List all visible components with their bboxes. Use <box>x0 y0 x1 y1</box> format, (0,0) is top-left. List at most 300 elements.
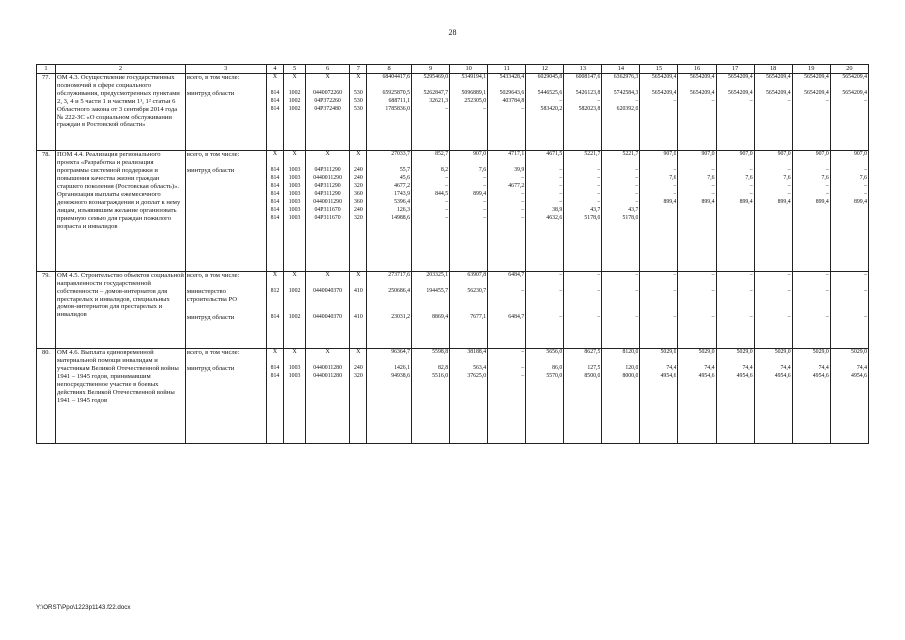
column-number-cell: 8 <box>367 65 412 74</box>
amount-cell <box>602 151 640 271</box>
amount-cell <box>678 74 716 151</box>
amount-value: 5029,0 <box>660 349 677 356</box>
row-number: 78. <box>37 151 56 271</box>
amount-value: 32621,3 <box>429 98 449 104</box>
amount-cell <box>367 271 412 348</box>
column-number-cell: 3 <box>185 65 266 74</box>
amount-value: 74,4 <box>704 365 715 372</box>
code-value: 1002 <box>288 90 301 96</box>
amount-value: 74,4 <box>818 365 829 372</box>
amount-value: 1426,1 <box>394 365 411 372</box>
table-row <box>37 349 869 444</box>
amount-cell <box>526 349 564 444</box>
amount-value <box>756 215 791 223</box>
amount-value: – <box>787 271 791 278</box>
column-number-cell: 13 <box>564 65 602 74</box>
amount-value: – <box>445 215 449 222</box>
amount-value: 273717,6 <box>388 271 411 278</box>
amount-value <box>794 106 829 114</box>
amount-value: – <box>711 313 715 320</box>
amount-value: 5221,7 <box>622 151 639 158</box>
page-number: 28 <box>448 28 457 37</box>
amount-value: 74,4 <box>856 365 867 372</box>
amount-value: 96364,7 <box>391 349 411 356</box>
amount-value: 5433428,4 <box>499 74 525 80</box>
code-value: X <box>272 74 278 80</box>
amount-value: 899,4 <box>663 199 677 206</box>
amount-value: – <box>483 183 487 190</box>
amount-cell <box>450 151 488 271</box>
column-number-row <box>37 65 869 74</box>
code-value: X <box>272 151 278 158</box>
amount-value: 6484,7 <box>508 313 525 320</box>
executor-name: министерство строительства РО <box>186 287 237 303</box>
amount-value: 4954,6 <box>736 373 753 380</box>
code-value: 814 <box>270 98 280 104</box>
amount-value: – <box>825 191 829 198</box>
column-number-cell: 12 <box>526 65 564 74</box>
amount-value: – <box>749 313 753 320</box>
amount-cell <box>754 271 792 348</box>
amount-value: 68404417,6 <box>382 74 411 80</box>
code-value: 0440011280 <box>313 373 342 380</box>
amount-value: – <box>711 98 715 104</box>
amount-cell <box>564 151 602 271</box>
code-value: 04P311670 <box>314 215 341 222</box>
code-value: X <box>325 271 330 278</box>
amount-value: 5349194,1 <box>461 74 487 80</box>
executor-total-label: всего, в том числе: <box>186 349 240 357</box>
code-value: X <box>292 151 297 158</box>
amount-cell <box>792 271 830 348</box>
amount-value: – <box>864 191 867 198</box>
amount-value: – <box>483 215 487 222</box>
code-value: 814 <box>270 207 280 214</box>
code-value: 1003 <box>288 207 301 214</box>
code-value: 1003 <box>288 365 301 372</box>
footer-file-path: Y:\ORST\Ppo\1223p1143.f22.docx <box>36 604 131 611</box>
amount-value: 907,0 <box>473 151 487 158</box>
amount-value: – <box>521 175 525 182</box>
amount-value: 38188,4 <box>467 349 487 356</box>
code-value: 814 <box>270 313 280 320</box>
amount-cell <box>564 271 602 348</box>
executor-name: минтруд области <box>186 90 235 97</box>
amount-cell <box>564 349 602 444</box>
amount-value: – <box>521 199 525 206</box>
amount-value: – <box>749 287 753 294</box>
amount-value: – <box>749 191 753 198</box>
amount-cell <box>488 349 526 444</box>
code-value: X <box>292 349 297 356</box>
amount-value: – <box>711 271 715 278</box>
amount-cell <box>716 74 754 151</box>
code-value: 814 <box>270 199 280 206</box>
amount-value: – <box>673 98 677 104</box>
measure-name: ОМ 4.5. Строительство объектов социальной направленности государственной собственности – домов-интернатов для престарелых и инвалидов, специальных домов-интернатов для престарелых и инвалидов <box>56 271 186 348</box>
budget-code-cell <box>284 151 305 271</box>
code-value: 04P311290 <box>314 191 341 198</box>
amount-value: 6008147,6 <box>575 74 601 80</box>
amount-value <box>641 106 676 114</box>
amount-value: 74,4 <box>780 365 791 372</box>
amount-cell <box>450 349 488 444</box>
amount-cell <box>792 151 830 271</box>
executor-cell <box>185 151 266 271</box>
amount-value: 5221,7 <box>584 151 601 158</box>
amount-value: 5396,4 <box>394 199 411 206</box>
amount-value <box>679 215 714 223</box>
code-value: 0440040370 <box>313 313 343 320</box>
row-number: 77. <box>37 74 56 151</box>
budget-code-cell <box>284 349 305 444</box>
amount-value: 907,0 <box>701 151 715 158</box>
column-number-cell: 19 <box>792 65 830 74</box>
amount-value: – <box>597 183 601 190</box>
table-row <box>37 151 869 271</box>
code-value: 1002 <box>288 98 301 104</box>
code-value: 814 <box>270 191 280 198</box>
code-value: 812 <box>270 287 280 294</box>
amount-value: – <box>673 183 677 190</box>
code-value: X <box>325 74 330 80</box>
code-value: 0440040370 <box>313 287 343 294</box>
amount-cell <box>754 151 792 271</box>
column-number-cell: 9 <box>412 65 450 74</box>
amount-value: – <box>673 287 677 294</box>
amount-value <box>641 207 676 215</box>
amount-value: 43,7 <box>590 207 601 214</box>
amount-cell <box>367 151 412 271</box>
amount-value: 5654209,4 <box>766 74 791 80</box>
amount-value <box>832 106 867 114</box>
code-value: 1003 <box>288 199 301 206</box>
amount-value <box>641 215 676 223</box>
amount-value: 4954,6 <box>660 373 677 380</box>
amount-value: – <box>749 98 753 104</box>
amount-value: 907,0 <box>815 151 829 158</box>
amount-value: 4632,6 <box>546 215 563 222</box>
code-value: 410 <box>354 287 363 294</box>
amount-value: – <box>825 287 829 294</box>
amount-cell <box>678 349 716 444</box>
amount-value: – <box>445 207 449 214</box>
amount-value: – <box>521 365 525 372</box>
amount-cell <box>792 349 830 444</box>
code-value: 1003 <box>288 175 301 182</box>
amount-value: 43,7 <box>628 207 639 214</box>
amount-value: – <box>597 199 601 206</box>
amount-value: – <box>635 191 639 198</box>
code-value: 814 <box>270 183 280 190</box>
code-value: 240 <box>354 365 363 372</box>
amount-value: 899,4 <box>739 199 753 206</box>
amount-cell <box>367 74 412 151</box>
amount-value: 127,5 <box>587 365 601 372</box>
code-value: 04P311670 <box>314 207 341 214</box>
amount-value: – <box>864 98 867 104</box>
amount-cell <box>526 74 564 151</box>
table-row <box>37 271 869 348</box>
amount-value: 899,4 <box>853 199 867 206</box>
amount-value: 7,6 <box>478 167 487 174</box>
budget-code-cell <box>284 74 305 151</box>
code-value: 04P311290 <box>314 167 341 174</box>
amount-value: 5654209,4 <box>766 90 791 96</box>
executor-total-label: всего, в том числе: <box>186 151 240 159</box>
amount-value: – <box>597 271 601 278</box>
amount-value: – <box>711 167 715 174</box>
amount-value <box>679 106 714 114</box>
table-row <box>37 74 869 151</box>
amount-cell <box>488 151 526 271</box>
amount-cell <box>412 271 450 348</box>
amount-cell <box>640 151 678 271</box>
code-value: 410 <box>354 313 363 320</box>
amount-cell <box>678 151 716 271</box>
code-value: X <box>356 151 361 158</box>
code-value: 04P372260 <box>314 98 341 104</box>
amount-value: 5029,0 <box>812 349 829 356</box>
amount-value: – <box>825 183 829 190</box>
amount-value: 5742584,3 <box>613 90 639 96</box>
amount-value: – <box>825 167 829 174</box>
amount-value: 7677,1 <box>470 313 487 320</box>
amount-value: – <box>673 313 677 320</box>
amount-value: – <box>711 287 715 294</box>
code-value: 1003 <box>288 183 301 190</box>
amount-value: 688711,1 <box>388 98 411 104</box>
amount-value <box>832 215 867 223</box>
amount-value: – <box>787 191 791 198</box>
amount-value: – <box>787 183 791 190</box>
amount-value: 4954,6 <box>812 373 829 380</box>
amount-value: – <box>635 183 639 190</box>
amount-value: 7,6 <box>821 175 829 182</box>
amount-value: 5029,0 <box>774 349 791 356</box>
amount-value: 5426123,8 <box>575 90 601 96</box>
amount-cell <box>412 151 450 271</box>
code-value: X <box>325 349 330 356</box>
amount-cell <box>830 151 868 271</box>
amount-cell <box>450 74 488 151</box>
amount-value: 8120,0 <box>622 349 639 356</box>
column-number-cell: 16 <box>678 65 716 74</box>
executor-cell <box>185 349 266 444</box>
column-number-cell: 1 <box>37 65 56 74</box>
amount-value <box>756 207 791 215</box>
amount-value: 5516,0 <box>432 373 449 380</box>
code-value: X <box>292 271 297 278</box>
executor-name: минтруд области <box>186 167 235 175</box>
amount-value: 7,6 <box>707 175 715 182</box>
amount-value: 126,3 <box>397 207 411 214</box>
column-number-cell: 20 <box>830 65 868 74</box>
column-number-cell: 14 <box>602 65 640 74</box>
amount-value: 5654209,4 <box>689 90 715 96</box>
budget-table <box>36 64 869 444</box>
code-value: X <box>356 271 361 278</box>
amount-cell <box>792 74 830 151</box>
amount-value: 5029,0 <box>736 349 753 356</box>
amount-value: 907,0 <box>663 151 677 158</box>
amount-value: 74,4 <box>742 365 753 372</box>
code-value: X <box>272 349 278 356</box>
amount-value: – <box>597 191 601 198</box>
code-value: 1003 <box>288 373 301 380</box>
amount-value: 5654209,4 <box>727 74 753 80</box>
column-number-cell: 5 <box>284 65 305 74</box>
amount-value: – <box>597 167 601 174</box>
amount-cell <box>602 271 640 348</box>
amount-cell <box>640 349 678 444</box>
budget-code-cell <box>350 349 367 444</box>
amount-value <box>794 207 829 215</box>
amount-value: 23031,2 <box>391 313 411 320</box>
column-number-cell: 18 <box>754 65 792 74</box>
code-value: 0440011290 <box>313 175 342 182</box>
amount-value: 4671,5 <box>546 151 563 158</box>
code-value: X <box>272 271 278 278</box>
amount-value: – <box>864 313 867 320</box>
amount-value: – <box>711 183 715 190</box>
code-value: 1003 <box>288 215 301 222</box>
amount-value: 82,8 <box>437 365 449 372</box>
amount-value: 6029045,8 <box>537 74 563 80</box>
column-number-cell: 11 <box>488 65 526 74</box>
amount-value: 4717,1 <box>508 151 525 158</box>
amount-value: – <box>749 167 753 174</box>
amount-value: – <box>825 313 829 320</box>
amount-value: 5178,0 <box>584 215 601 222</box>
amount-value: 4954,6 <box>698 373 715 380</box>
amount-value: – <box>521 191 525 198</box>
amount-value: 56230,7 <box>467 287 487 294</box>
amount-value: 65925870,5 <box>382 90 411 96</box>
column-number-cell: 7 <box>350 65 367 74</box>
budget-code-cell <box>266 74 284 151</box>
code-value: 1002 <box>288 313 301 320</box>
amount-value: – <box>673 167 677 174</box>
amount-value: – <box>521 373 525 380</box>
amount-value: 852,7 <box>435 151 449 158</box>
amount-value: 39,9 <box>514 167 525 174</box>
budget-code-cell <box>266 151 284 271</box>
amount-value: 583420,2 <box>540 106 563 112</box>
amount-value: 899,4 <box>777 199 791 206</box>
column-number-cell: 15 <box>640 65 678 74</box>
amount-value: 5295469,0 <box>423 74 449 80</box>
amount-value: – <box>787 98 791 104</box>
amount-value: 5178,0 <box>622 215 639 222</box>
amount-value: 6484,7 <box>508 271 525 278</box>
amount-value: – <box>635 175 639 182</box>
amount-cell <box>830 74 868 151</box>
amount-value <box>756 106 791 114</box>
amount-cell <box>488 74 526 151</box>
amount-value: – <box>521 215 525 222</box>
amount-value: – <box>445 199 449 206</box>
amount-value: 86,0 <box>552 365 563 372</box>
amount-value: – <box>864 167 867 174</box>
amount-value: – <box>635 167 639 174</box>
amount-value: 14988,6 <box>391 215 411 222</box>
amount-value: – <box>825 271 829 278</box>
amount-value: – <box>673 271 677 278</box>
amount-value: 8500,0 <box>584 373 601 380</box>
amount-value: 5029,0 <box>851 349 867 356</box>
column-number-cell: 17 <box>716 65 754 74</box>
budget-code-cell <box>305 151 350 271</box>
amount-value: 194455,7 <box>426 287 449 294</box>
amount-value: – <box>635 98 639 104</box>
amount-value: – <box>559 191 563 198</box>
amount-value: 45,6 <box>399 175 411 182</box>
column-number-cell: 10 <box>450 65 488 74</box>
amount-value: – <box>559 313 563 320</box>
amount-value: – <box>597 287 601 294</box>
amount-value: – <box>559 98 563 104</box>
amount-value: – <box>635 287 639 294</box>
amount-value: 5262847,7 <box>423 90 449 96</box>
executor-cell <box>185 271 266 348</box>
amount-value: 5446525,6 <box>537 90 563 96</box>
amount-value: – <box>559 199 563 206</box>
amount-value: 403784,8 <box>502 98 525 104</box>
amount-value: 74,4 <box>666 365 677 372</box>
amount-value: 907,0 <box>739 151 753 158</box>
row-number: 79. <box>37 271 56 348</box>
amount-value: 5654209,4 <box>727 90 753 96</box>
amount-value: 55,7 <box>399 167 411 174</box>
code-value: 04P311290 <box>314 183 341 190</box>
executor-total-label: всего, в том числе: <box>186 271 240 279</box>
amount-value: – <box>483 207 487 214</box>
amount-value: 844,5 <box>435 191 449 198</box>
code-value: 0440011280 <box>313 365 342 372</box>
amount-value: 899,4 <box>701 199 715 206</box>
amount-value: – <box>635 199 639 206</box>
code-value: 1003 <box>288 191 301 198</box>
code-value: 530 <box>354 98 363 104</box>
code-value: X <box>356 349 361 356</box>
amount-value: 7,6 <box>783 175 791 182</box>
amount-value: 63907,8 <box>467 271 487 278</box>
amount-value: 5598,8 <box>432 349 449 356</box>
budget-code-cell <box>266 271 284 348</box>
amount-cell <box>754 349 792 444</box>
amount-value: 1785836,0 <box>385 106 411 112</box>
amount-value: 563,4 <box>473 365 487 372</box>
amount-value: 8,2 <box>440 167 449 174</box>
amount-value: 899,4 <box>815 199 829 206</box>
amount-value: – <box>445 106 449 112</box>
amount-value: – <box>445 183 449 190</box>
code-value: 240 <box>354 167 363 174</box>
executor-cell <box>185 74 266 151</box>
code-value: 240 <box>354 175 363 182</box>
amount-value: – <box>635 271 639 278</box>
code-value: 814 <box>270 215 280 222</box>
executor-total-label: всего, в том числе: <box>186 74 240 81</box>
amount-cell <box>716 151 754 271</box>
code-value: 1003 <box>288 167 301 174</box>
amount-value: 4954,6 <box>774 373 791 380</box>
amount-cell <box>526 271 564 348</box>
amount-value: – <box>597 175 601 182</box>
amount-cell <box>367 349 412 444</box>
code-value: X <box>325 151 330 158</box>
